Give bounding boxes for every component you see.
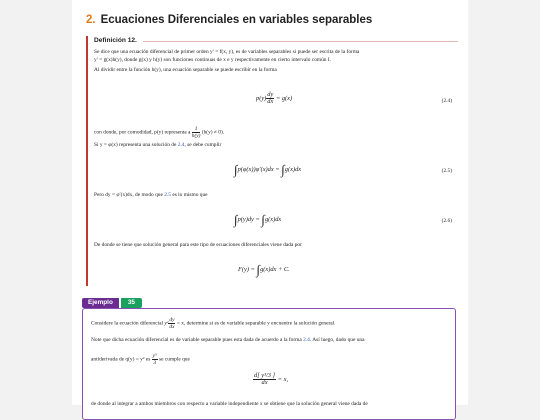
definition-line-1: Se dice que una ecuación diferencial de primer orden y′ = f(x, y), es de variables separables si puede ser escrita de la forma — [94, 49, 360, 55]
one-over-h-fraction: $\frac{1}{h(y)}$ — [191, 126, 201, 139]
definition-label: Definición 12. — [88, 36, 143, 45]
example-line-2-text: Note que dicha ecuación diferencial es de variable separable pues esta dada de acuerdo a la forma — [91, 337, 302, 343]
example-line-2 — [91, 337, 365, 345]
definition-line-4 — [94, 126, 224, 139]
ref-2-5-link[interactable]: 2.5 — [164, 192, 171, 198]
example-line-1-tail: = x, determine si es de variable separable y encuentre la solución general. — [176, 320, 336, 327]
section-number: 2. — [86, 14, 96, 26]
section-title — [86, 14, 372, 26]
definition-line-5 — [94, 142, 221, 150]
definition-rule — [140, 41, 458, 42]
example-line-1-text: Considere la ecuación diferencial — [91, 320, 163, 327]
example-label: Ejemplo — [82, 298, 119, 308]
definition-line-7: De donde se tiene que solución general para este tipo de ecuaciones diferenciales viene dada por — [94, 242, 302, 248]
example-line-3-tail: se cumple que — [159, 356, 190, 363]
line-4-condition: (h(y) ≠ 0). — [201, 129, 225, 136]
ref-2-4-link[interactable]: 2.4 — [177, 142, 185, 148]
example-equation: $\frac{\text{d[ y³/3 ]}}{dx}$ = x, — [254, 372, 289, 386]
y-cubed-over-3-fraction: $\frac{\text{y³}}{3}$ — [152, 353, 157, 366]
equation-2-4: p(y) $\frac{dy}{dx}$ = g(x) — [256, 91, 293, 105]
line-6-text: Pero dy = φ′(x)dx, de modo que — [94, 192, 163, 198]
equation-2-5: ∫p(φ(x))φ′(x)dx = ∫g(x)dx — [234, 162, 302, 177]
equation-2-6: ∫p(y)dy = ∫g(x)dx — [234, 212, 282, 227]
example-tab — [82, 298, 142, 308]
example-line-1: Considere la ecuación diferencial y² $\frac{dy}{dx}$ = x, determine si es de variable separable y encuentre la solución general. — [91, 317, 336, 330]
line-6-tail: es lo mismo que — [172, 192, 208, 198]
section-heading: Ecuaciones Diferenciales en variables separables — [100, 14, 373, 26]
line-5-text: Si y = φ(x) representa una solución de — [94, 142, 177, 148]
example-line-3-text: antiderivada de q(y) = y² es — [91, 356, 151, 363]
definition-line-2: y′ = g(x)h(y), donde g(x) y h(y) son funciones continuas de x e y respectivamente en cierto intervalo común I. — [94, 57, 331, 63]
equation-2-4-number: (2.4) — [441, 98, 452, 104]
equation-2-6-number: (2.6) — [441, 218, 452, 224]
example-line-3 — [91, 353, 190, 366]
definition-line-6 — [94, 192, 208, 200]
example-line-2-tail: . Así luego, dado que una — [309, 337, 365, 343]
example-line-4: de donde al integrar a ambos miembros con respecto a variable independiente x se obtiene que la solución general viene dada de — [91, 401, 368, 407]
line-5-tail: , se debe cumplir — [184, 142, 222, 148]
example-box — [82, 308, 456, 420]
definition-line-3: Al dividir entre la función h(y), una ecuación separable se puede escribir en la forma — [94, 67, 277, 73]
equation-2-5-number: (2.5) — [441, 168, 452, 174]
general-solution-equation: F(y) = ∫g(x)dx + C. — [238, 262, 290, 277]
line-4-text: con donde, por comodidad, p(y) representa a — [94, 129, 191, 136]
dy-dx-fraction: $\frac{dy}{dx}$ — [169, 317, 175, 330]
example-ref-2-4-link[interactable]: 2.4 — [303, 337, 310, 343]
definition-box — [86, 36, 458, 286]
example-number: 35 — [121, 298, 142, 308]
document-page — [72, 0, 468, 405]
